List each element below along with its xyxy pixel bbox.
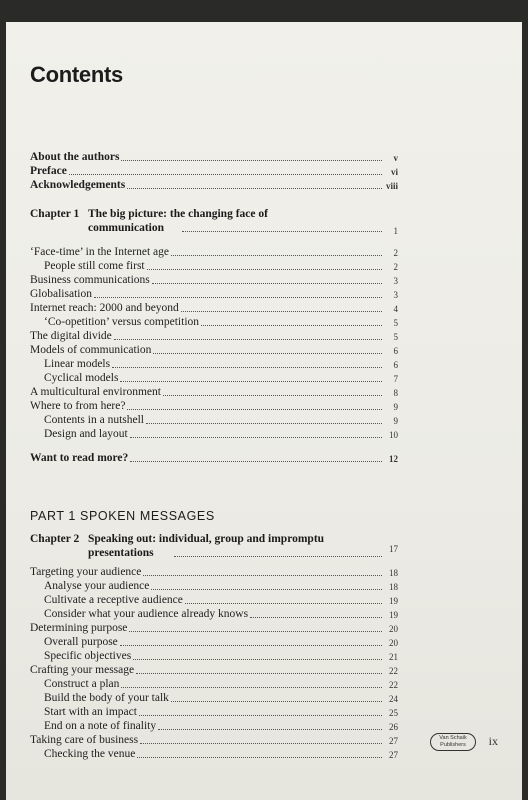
logo-line-2: Publishers	[440, 742, 466, 748]
toc-entry-title: Models of communication	[30, 344, 152, 356]
toc-entry-page: 4	[393, 304, 398, 314]
toc-entry-page: 6	[393, 346, 398, 356]
toc-entry-page: 27	[389, 736, 398, 746]
toc-entry-page: 20	[389, 624, 398, 634]
toc-entry	[30, 677, 398, 691]
toc-entry	[30, 178, 398, 192]
toc-entry-title: Consider what your audience already knows	[44, 608, 249, 620]
part-1-heading: PART 1 SPOKEN MESSAGES	[30, 509, 215, 523]
toc-entry	[30, 607, 398, 621]
leader-dots	[121, 687, 382, 688]
toc-entry	[30, 565, 398, 579]
leader-dots	[151, 589, 382, 590]
toc-entry-page: 9	[393, 402, 398, 412]
toc-entry-title: Targeting your audience	[30, 566, 142, 578]
toc-entry-title: Analyse your audience	[44, 580, 150, 592]
toc-entry-title: Specific objectives	[44, 650, 132, 662]
toc-entry-title: Construct a plan	[44, 678, 120, 690]
leader-dots	[152, 283, 382, 284]
leader-dots	[69, 174, 382, 175]
toc-entry	[30, 413, 398, 427]
chapter-2-heading	[30, 532, 398, 560]
toc-entry-page: vi	[390, 167, 398, 177]
leader-dots	[153, 353, 382, 354]
toc-entry-page: 22	[389, 666, 398, 676]
toc-entry-title: Contents in a nutshell	[44, 414, 144, 426]
leader-dots	[181, 311, 382, 312]
leader-dots	[112, 367, 382, 368]
toc-entry	[30, 273, 398, 287]
chapter-2-dots	[174, 556, 382, 557]
toc-entry-page: 24	[389, 694, 398, 704]
toc-entry-page: 19	[389, 596, 398, 606]
toc-entry	[30, 301, 398, 315]
toc-entry	[30, 287, 398, 301]
leader-dots	[163, 395, 382, 396]
leader-dots	[127, 409, 382, 410]
toc-entry-title: Design and layout	[44, 428, 128, 440]
toc-entry-title: Preface	[30, 165, 67, 177]
chapter-1-title-line-1: The big picture: the changing face of	[88, 208, 268, 220]
toc-entry-title: Cultivate a receptive audience	[44, 594, 183, 606]
toc-entry-title: The digital divide	[30, 330, 112, 342]
toc-entry-title: Crafting your message	[30, 664, 135, 676]
toc-entry-page: 2	[393, 248, 398, 258]
toc-entry-title: A multicultural environment	[30, 386, 161, 398]
toc-entry	[30, 705, 398, 719]
toc-entry	[30, 164, 398, 178]
toc-entry-page: 18	[389, 568, 398, 578]
toc-entry-title: Where to from here?	[30, 400, 126, 412]
table-of-contents-part-1	[30, 532, 398, 761]
toc-entry-title: Linear models	[44, 358, 111, 370]
leader-dots	[139, 715, 382, 716]
toc-entry-title: Want to read more?	[30, 452, 129, 464]
toc-entry	[30, 343, 398, 357]
leader-dots	[120, 381, 382, 382]
leader-dots	[171, 255, 382, 256]
toc-entry	[30, 451, 398, 465]
leader-dots	[130, 461, 382, 462]
toc-entry	[30, 427, 398, 441]
chapter-2-number: Chapter 2	[30, 533, 80, 545]
toc-entry-page: 18	[389, 582, 398, 592]
chapter-1-page: 1	[393, 226, 398, 236]
leader-dots	[137, 757, 382, 758]
leader-dots	[136, 673, 382, 674]
toc-entry	[30, 649, 398, 663]
toc-entry-page: 5	[393, 332, 398, 342]
chapter-2-page: 17	[389, 544, 398, 554]
toc-entry	[30, 245, 398, 259]
toc-entry-page: v	[393, 153, 398, 163]
toc-entry-title: Overall purpose	[44, 636, 118, 648]
leader-dots	[143, 575, 382, 576]
chapter-1-heading	[30, 207, 398, 236]
toc-entry-page: 20	[389, 638, 398, 648]
publisher-logo	[430, 733, 476, 751]
chapter-1-entries	[30, 245, 398, 441]
leader-dots	[158, 729, 382, 730]
toc-entry	[30, 329, 398, 343]
toc-entry-page: 10	[389, 430, 398, 440]
toc-entry	[30, 621, 398, 635]
toc-entry	[30, 747, 398, 761]
page-number: ix	[488, 734, 498, 748]
want-to-read-more	[30, 451, 398, 465]
toc-entry-page: 3	[393, 290, 398, 300]
toc-entry-page: 8	[393, 388, 398, 398]
toc-entry	[30, 579, 398, 593]
table-of-contents	[30, 150, 398, 465]
toc-entry	[30, 733, 398, 747]
toc-entry-title: ‘Co-opetition’ versus competition	[44, 316, 200, 328]
toc-entry-page: 25	[389, 708, 398, 718]
toc-entry	[30, 719, 398, 733]
toc-entry-page: 19	[389, 610, 398, 620]
toc-entry-page: 9	[393, 416, 398, 426]
book-page	[6, 22, 522, 800]
toc-entry	[30, 399, 398, 413]
toc-entry-title: About the authors	[30, 151, 120, 163]
chapter-2-title-line-2: presentations	[88, 547, 154, 559]
toc-entry	[30, 315, 398, 329]
leader-dots	[130, 437, 382, 438]
toc-entry	[30, 593, 398, 607]
toc-entry-page: 12	[389, 454, 398, 464]
toc-entry-title: Build the body of your talk	[44, 692, 169, 704]
leader-dots	[94, 297, 382, 298]
leader-dots	[121, 160, 382, 161]
toc-entry-page: 27	[389, 750, 398, 760]
toc-entry	[30, 691, 398, 705]
toc-entry-page: 22	[389, 680, 398, 690]
toc-entry-page: 7	[393, 374, 398, 384]
chapter-2-entries	[30, 565, 398, 761]
toc-entry-title: Business communications	[30, 274, 150, 286]
toc-entry-page: 5	[393, 318, 398, 328]
toc-entry-title: Taking care of business	[30, 734, 139, 746]
toc-entry-title: ‘Face-time’ in the Internet age	[30, 246, 169, 258]
toc-entry-title: Checking the venue	[44, 748, 136, 760]
page-title: Contents	[30, 62, 123, 87]
toc-entry-page: 3	[393, 276, 398, 286]
chapter-1-number: Chapter 1	[30, 208, 80, 220]
leader-dots	[250, 617, 382, 618]
toc-entry-title: People still come first	[44, 260, 145, 272]
toc-entry	[30, 357, 398, 371]
leader-dots	[129, 631, 382, 632]
leader-dots	[185, 603, 382, 604]
toc-entry-title: Cyclical models	[44, 372, 119, 384]
toc-entry-page: 21	[389, 652, 398, 662]
toc-entry-title: Globalisation	[30, 288, 92, 300]
chapter-1-dots	[182, 231, 382, 232]
leader-dots	[114, 339, 382, 340]
leader-dots	[171, 701, 382, 702]
toc-entry-page: 2	[393, 262, 398, 272]
toc-entry	[30, 371, 398, 385]
toc-entry-page: 6	[393, 360, 398, 370]
toc-entry	[30, 150, 398, 164]
toc-entry	[30, 635, 398, 649]
leader-dots	[201, 325, 382, 326]
toc-entry-title: Determining purpose	[30, 622, 128, 634]
toc-entry-title: Internet reach: 2000 and beyond	[30, 302, 179, 314]
logo-line-1: Van Schaik	[439, 735, 467, 741]
leader-dots	[140, 743, 382, 744]
leader-dots	[147, 269, 382, 270]
toc-entry-page: 26	[389, 722, 398, 732]
chapter-1-title-line-2: communication	[88, 222, 165, 234]
leader-dots	[146, 423, 382, 424]
toc-entry	[30, 259, 398, 273]
leader-dots	[127, 188, 382, 189]
leader-dots	[120, 645, 382, 646]
toc-entry-title: Acknowledgements	[30, 179, 126, 191]
toc-entry-title: End on a note of finality	[44, 720, 157, 732]
leader-dots	[133, 659, 382, 660]
toc-entry	[30, 385, 398, 399]
toc-entry-page: viii	[385, 181, 398, 191]
toc-entry	[30, 663, 398, 677]
toc-entry-title: Start with an impact	[44, 706, 137, 718]
chapter-2-title-line-1: Speaking out: individual, group and impromptu	[88, 533, 325, 545]
front-matter-list	[30, 150, 398, 192]
